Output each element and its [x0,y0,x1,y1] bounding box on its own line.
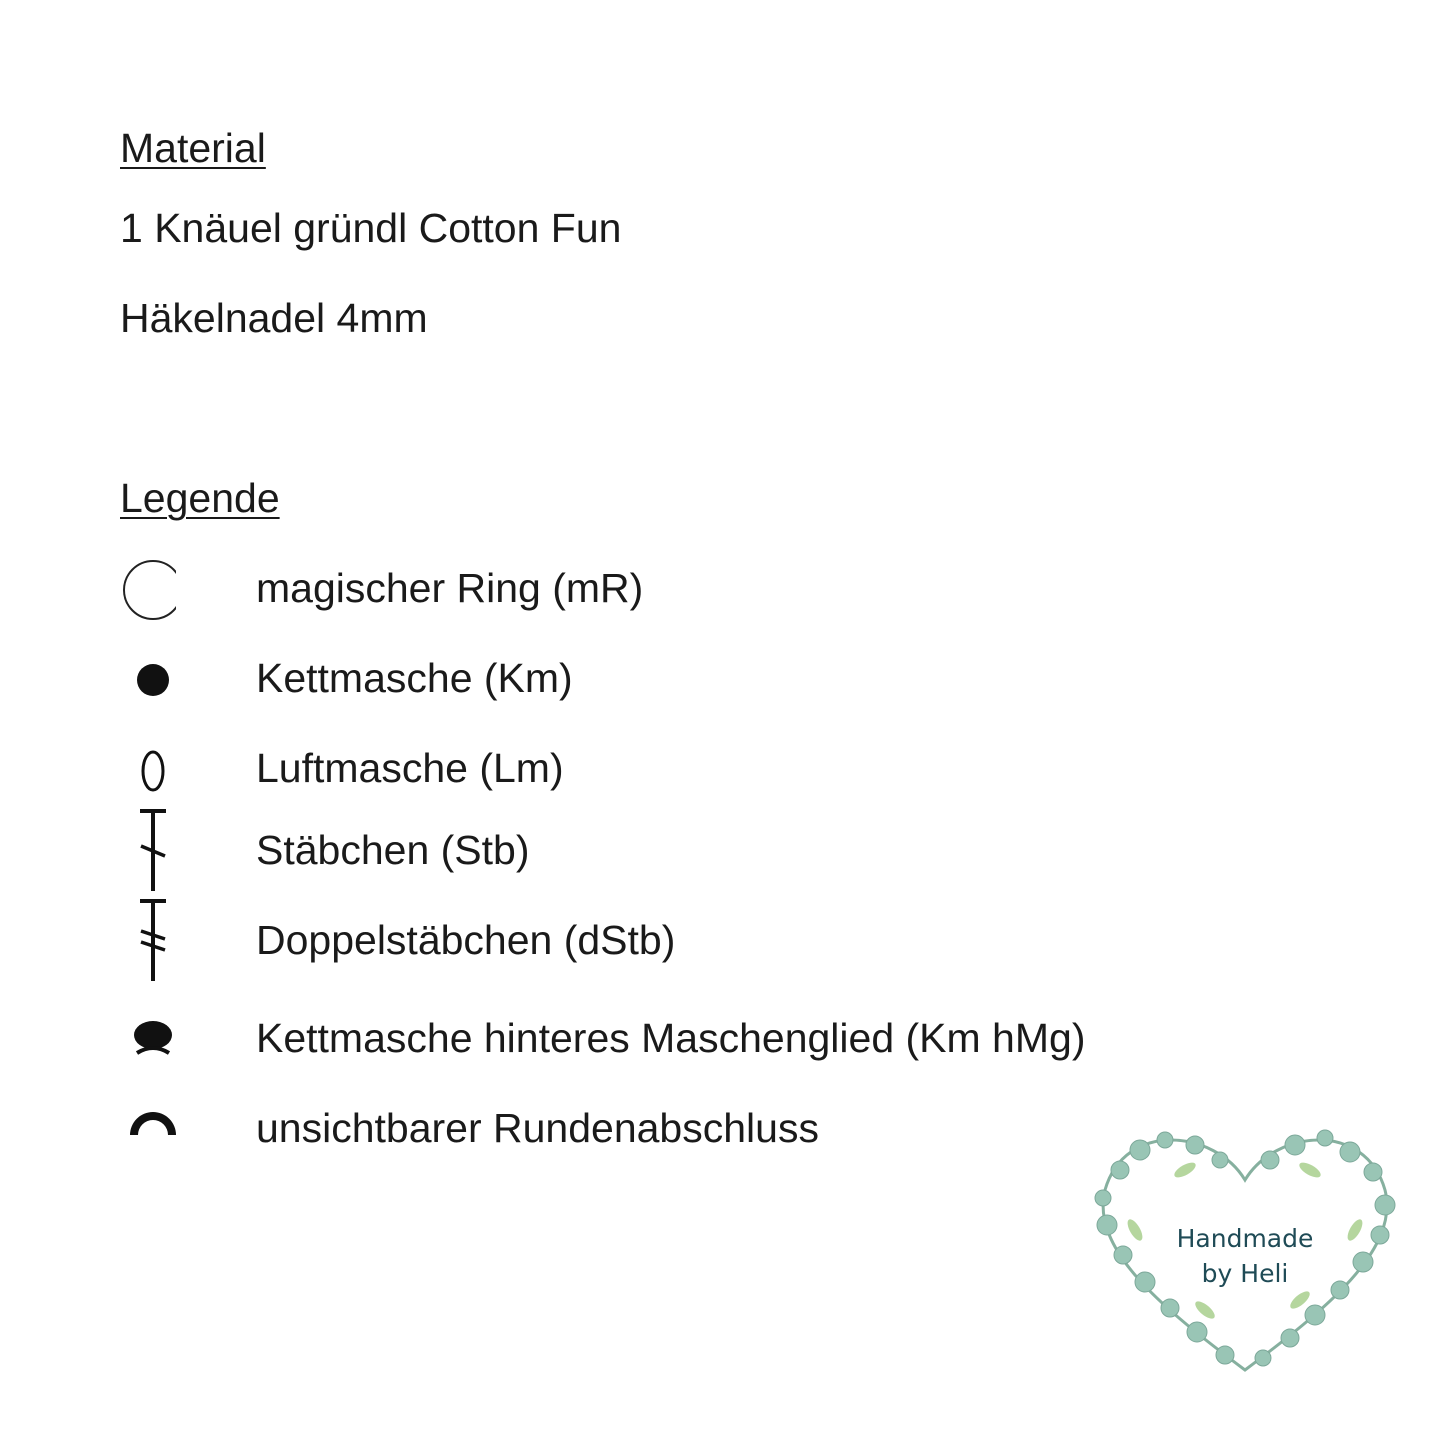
legend-item-slip-stitch [100,638,1200,718]
material-item-yarn: 1 Knäuel gründl Cotton Fun [120,205,622,251]
magic-ring-icon [100,548,186,628]
slip-stitch-back-loop-icon [100,998,186,1078]
legend-label: Luftmasche (Lm) [256,745,564,791]
legend-item-treble-crochet [100,900,1200,980]
legend-item-invisible-join [100,1088,1200,1168]
legend-item-double-crochet [100,810,1200,890]
legend-label: unsichtbarer Rundenabschluss [256,1105,819,1151]
material-item-hook: Häkelnadel 4mm [120,295,428,341]
treble-crochet-icon [100,900,186,980]
slip-stitch-icon [100,638,186,718]
legend-label: Kettmasche hinteres Maschenglied (Km hMg) [256,1015,1086,1061]
material-heading: Material [120,125,266,171]
double-crochet-icon [100,810,186,890]
legend-label: magischer Ring (mR) [256,565,644,611]
chain-stitch-icon [100,728,186,808]
handmade-by-heli-logo [1085,1110,1405,1390]
legend-item-chain-stitch [100,728,1200,808]
legend-item-slip-stitch-back-loop [100,998,1200,1078]
logo-text-line1: Handmade [1176,1224,1314,1253]
legend-heading: Legende [120,475,280,521]
logo-text-line2: by Heli [1201,1259,1289,1288]
legend-label: Kettmasche (Km) [256,655,573,701]
legend-label: Stäbchen (Stb) [256,827,530,873]
invisible-join-icon [100,1088,186,1168]
legend-label: Doppelstäbchen (dStb) [256,917,676,963]
legend-item-magic-ring [100,548,1200,628]
